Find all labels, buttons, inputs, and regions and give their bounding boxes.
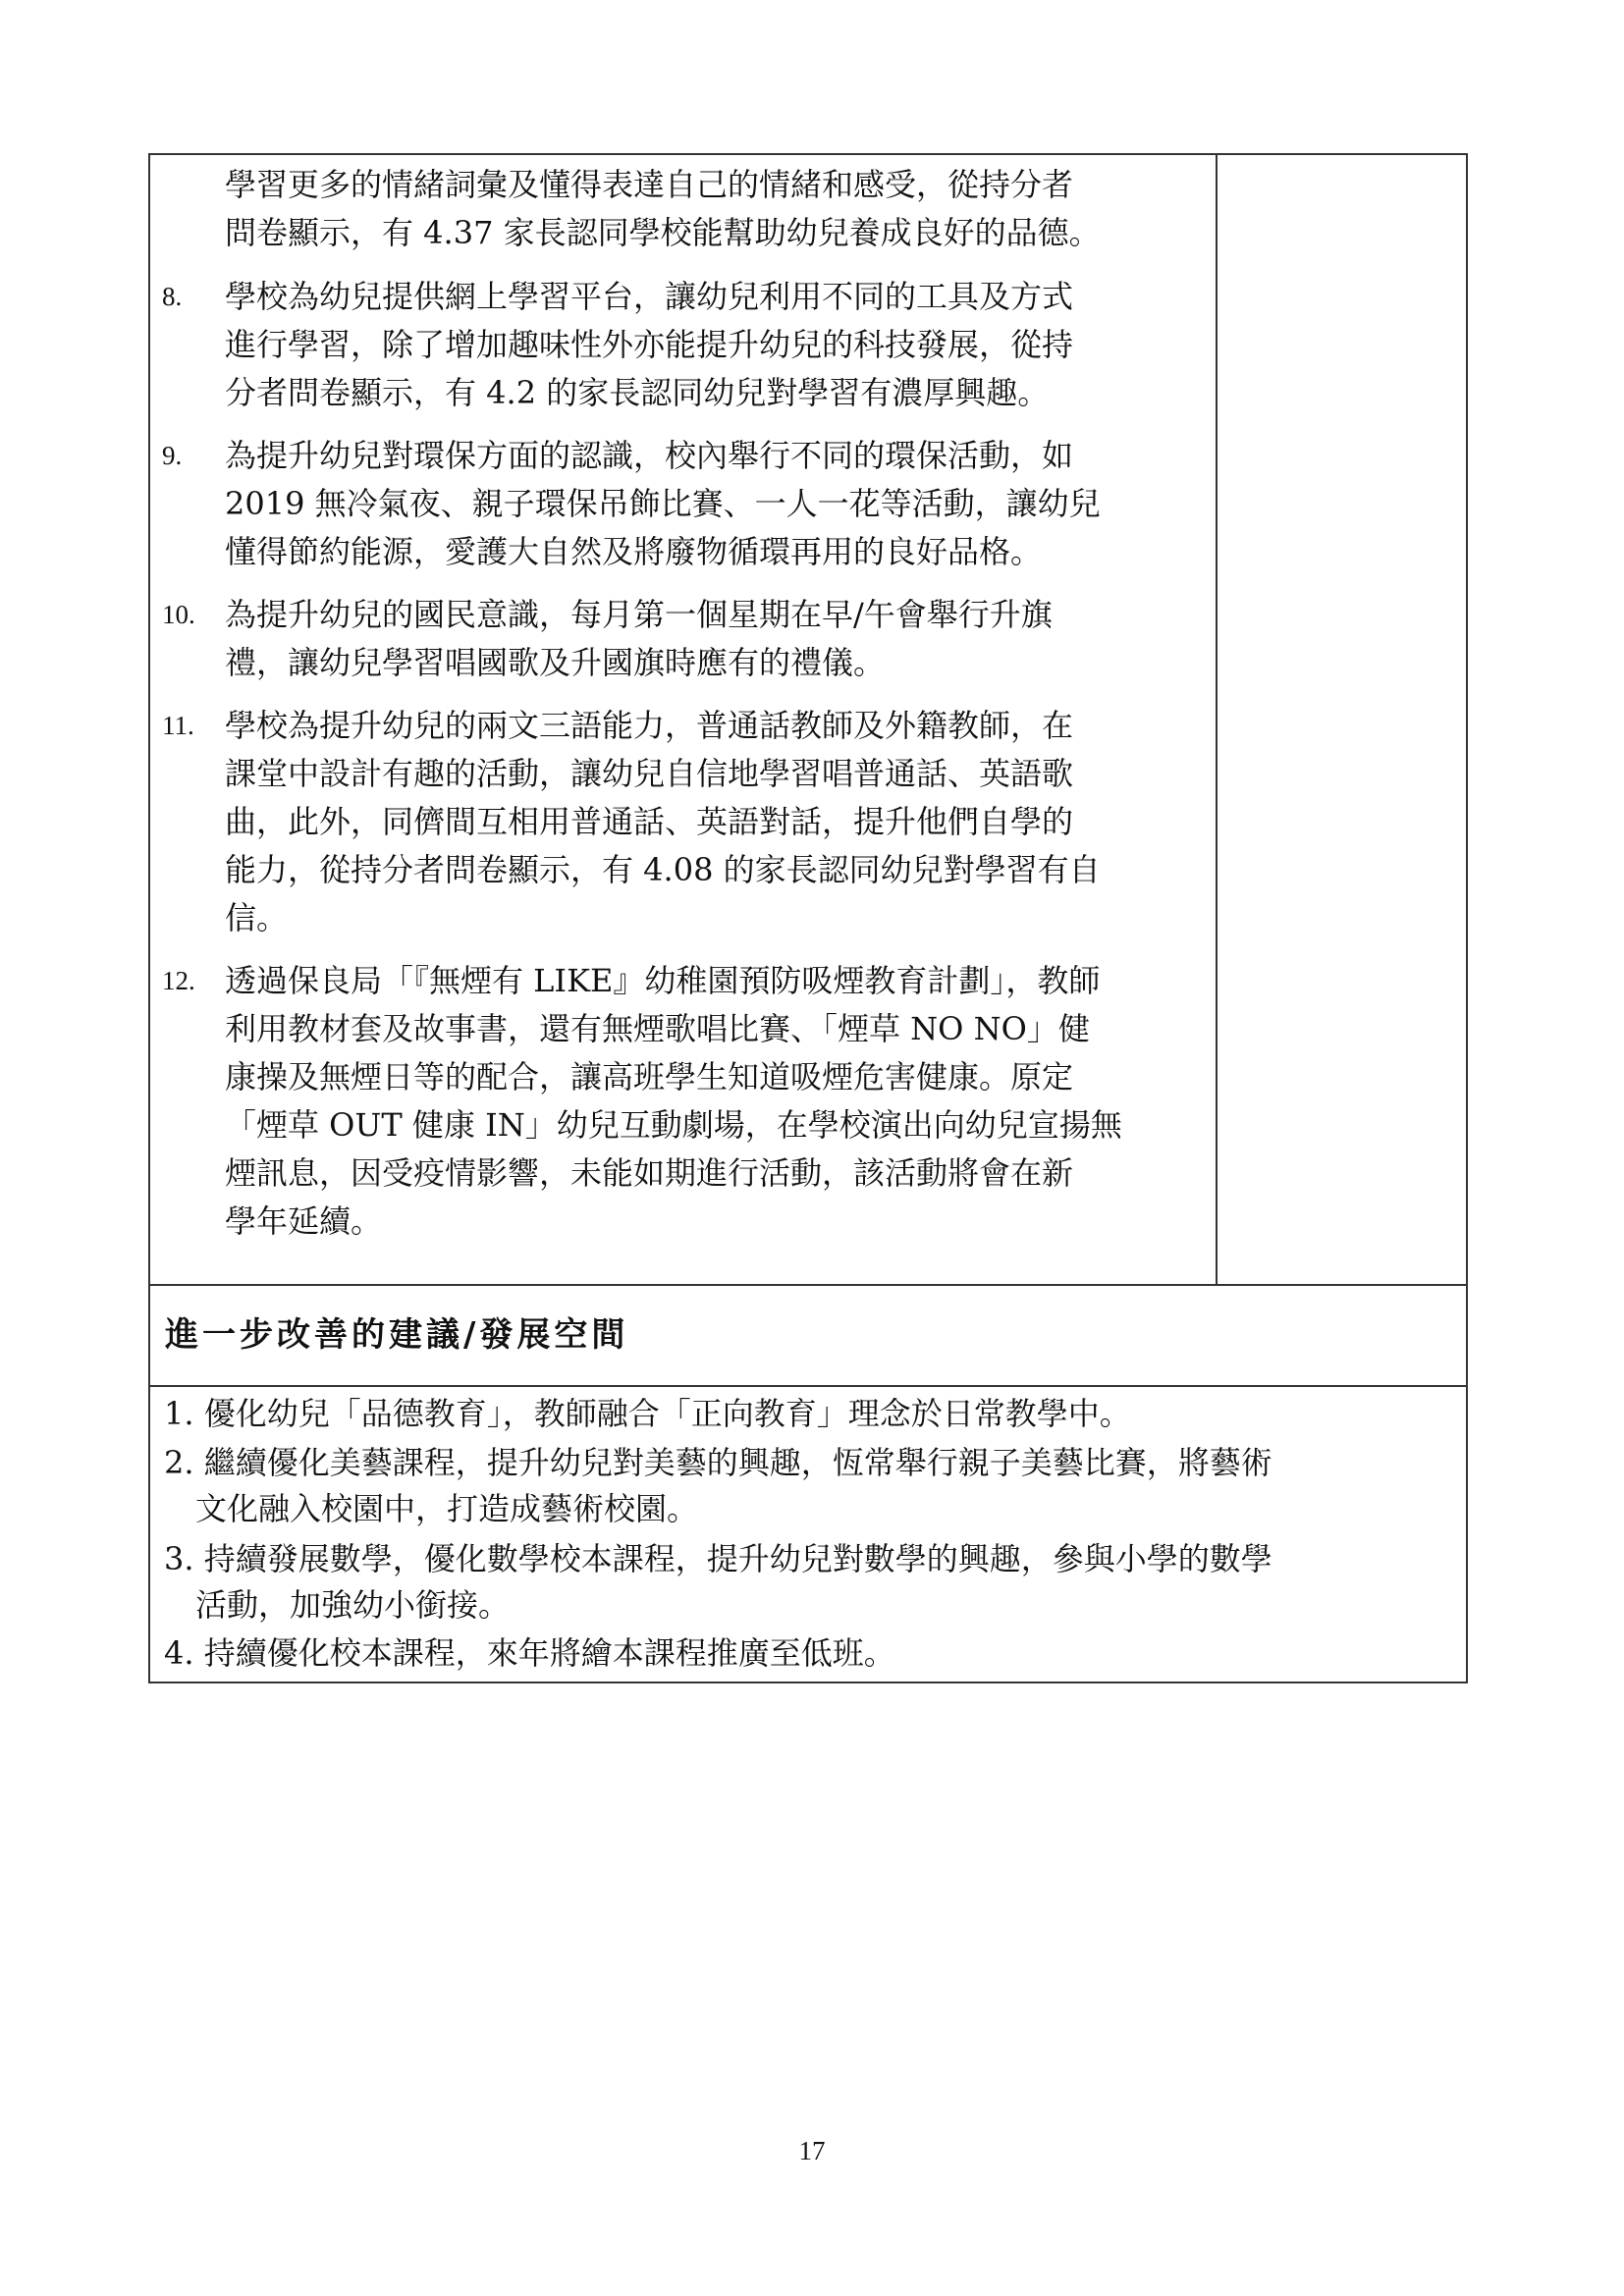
list-item-text: 懂得節約能源，愛護大自然及將廢物循環再用的良好品格。 — [225, 533, 1043, 570]
column-divider — [1216, 155, 1218, 1284]
suggestion-item: 4. 持續優化校本課程，來年將繪本課程推廣至低班。 — [164, 1634, 895, 1672]
list-item-text: 為提升幼兒對環保方面的認識，校內舉行不同的環保活動，如 — [225, 437, 1074, 474]
list-item-number: 10. — [162, 600, 195, 629]
list-item-text: 曲，此外，同儕間互相用普通話、英語對話，提升他們自學的 — [225, 803, 1074, 840]
list-item-text: 學年延續。 — [225, 1202, 383, 1240]
list-item-text: 學習更多的情緒詞彙及懂得表達自己的情緒和感受，從持分者 — [225, 166, 1074, 203]
suggestion-item: 3. 持續發展數學，優化數學校本課程，提升幼兒對數學的興趣，參與小學的數學 — [164, 1540, 1272, 1577]
suggestion-item-continued: 活動，加強幼小銜接。 — [195, 1586, 511, 1624]
section-title: 進一步改善的建議/發展空間 — [165, 1315, 629, 1355]
list-item-text: 「煙草 OUT 健康 IN」幼兒互動劇場，在學校演出向幼兒宣揚無 — [225, 1106, 1122, 1144]
list-item-text: 能力，從持分者問卷顯示，有 4.08 的家長認同幼兒對學習有自 — [225, 851, 1101, 888]
list-item-number: 12. — [162, 966, 195, 995]
list-item-text: 問卷顯示，有 4.37 家長認同學校能幫助幼兒養成良好的品德。 — [225, 214, 1101, 251]
list-item-text: 2019 無冷氣夜、親子環保吊飾比賽、一人一花等活動，讓幼兒 — [225, 485, 1101, 522]
list-item-text: 利用教材套及故事書，還有無煙歌唱比賽、「煙草 NO NO」健 — [225, 1010, 1090, 1047]
page-number: 17 — [798, 2136, 826, 2165]
list-item-text: 學校為幼兒提供網上學習平台，讓幼兒利用不同的工具及方式 — [225, 278, 1074, 315]
section-header — [148, 1284, 1468, 1387]
achievements-table — [148, 153, 1468, 1286]
list-item-text: 康操及無煙日等的配合，讓高班學生知道吸煙危害健康。原定 — [225, 1058, 1074, 1095]
list-item-text: 禮，讓幼兒學習唱國歌及升國旗時應有的禮儀。 — [225, 644, 886, 681]
list-item-number: 8. — [162, 282, 183, 311]
list-item-text: 分者問卷顯示，有 4.2 的家長認同幼兒對學習有濃厚興趣。 — [225, 374, 1050, 411]
suggestions-box — [148, 1385, 1468, 1683]
suggestion-item: 1. 優化幼兒「品德教育」，教師融合「正向教育」理念於日常教學中。 — [164, 1395, 1131, 1432]
list-item-text: 為提升幼兒的國民意識，每月第一個星期在早/午會舉行升旗 — [225, 596, 1053, 633]
list-item-text: 信。 — [225, 899, 289, 936]
suggestion-item: 2. 繼續優化美藝課程，提升幼兒對美藝的興趣，恆常舉行親子美藝比賽，將藝術 — [164, 1444, 1272, 1481]
list-item-text: 進行學習，除了增加趣味性外亦能提升幼兒的科技發展，從持 — [225, 326, 1074, 363]
list-item-number: 11. — [162, 711, 194, 740]
list-item-number: 9. — [162, 441, 183, 470]
list-item-text: 煙訊息，因受疫情影響，未能如期進行活動，該活動將會在新 — [225, 1154, 1074, 1192]
suggestion-item-continued: 文化融入校園中，打造成藝術校園。 — [195, 1490, 699, 1527]
list-item-text: 學校為提升幼兒的兩文三語能力，普通話教師及外籍教師，在 — [225, 707, 1074, 744]
list-item-text: 透過保良局「『無煙有 LIKE』幼稚園預防吸煙教育計劃」，教師 — [225, 962, 1101, 999]
list-item-text: 課堂中設計有趣的活動，讓幼兒自信地學習唱普通話、英語歌 — [225, 755, 1074, 792]
